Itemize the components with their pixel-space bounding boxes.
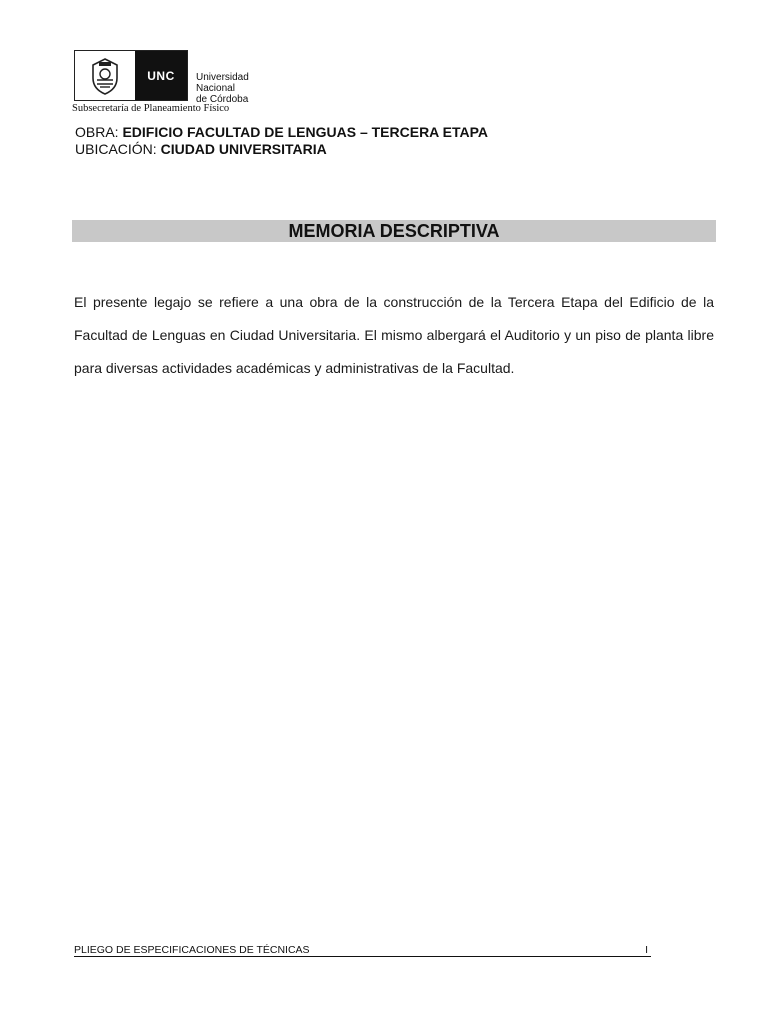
subsecretaria-label: Subsecretaría de Planeamiento Físico <box>72 103 230 114</box>
section-title: MEMORIA DESCRIPTIVA <box>72 220 716 242</box>
ubicacion-value: CIUDAD UNIVERSITARIA <box>160 141 327 157</box>
ubicacion-line <box>75 141 327 157</box>
obra-label: OBRA: <box>75 124 123 140</box>
university-name <box>196 72 249 105</box>
obra-line <box>75 124 488 140</box>
university-line-1: Universidad <box>196 72 249 83</box>
university-line-2: Nacional <box>196 83 235 94</box>
page-footer <box>74 942 651 957</box>
unc-label: UNC <box>135 51 187 100</box>
university-seal-icon <box>75 51 135 100</box>
unc-logo <box>74 50 188 101</box>
university-line-3: de Córdoba <box>196 94 249 105</box>
ubicacion-label: UBICACIÓN: <box>75 141 161 157</box>
footer-title: PLIEGO DE ESPECIFICACIONES DE TÉCNICAS <box>74 944 310 956</box>
page-number: I <box>645 944 648 956</box>
body-paragraph: El presente legajo se refiere a una obra de la construcción de la Tercera Etapa del Edificio de la Facultad de Lenguas en Ciudad Universitaria. El mismo albergará el Auditorio y un piso de planta libre para diversas actividades académicas y administrativas de la Facultad. <box>74 294 714 376</box>
obra-value: EDIFICIO FACULTAD DE LENGUAS – TERCERA ETAPA <box>122 124 489 140</box>
